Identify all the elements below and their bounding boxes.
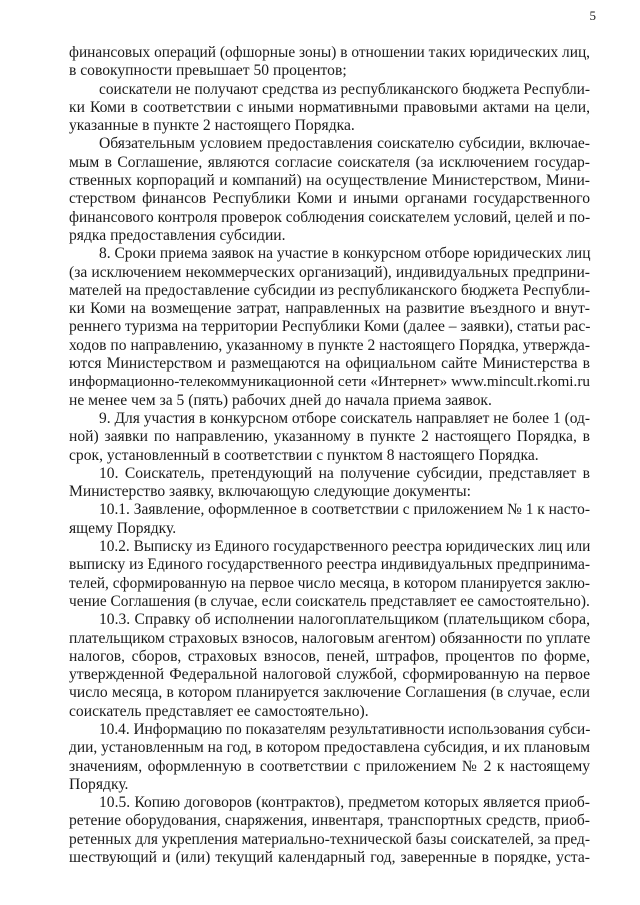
text-line: соискатель представляет ее самостоятельно). [69, 702, 369, 720]
text-line: не менее чем за 5 (пять) рабочих дней до начала приема заявок. [69, 391, 492, 409]
text-line: срок, установленный в соответствии с пунктом 8 настоящего Порядка. [69, 446, 539, 464]
text-line: информационно-телекоммуникационной сети «Интернет» www.mincult.rkomi.ru [69, 373, 590, 391]
paragraph [69, 410, 590, 465]
text-line: указанные в пункте 2 настоящего Порядка. [69, 117, 355, 135]
text-line: ящему Порядку. [69, 519, 177, 537]
text-line: налогов, сборов, страховых взносов, пеней, штрафов, процентов по форме, [69, 647, 590, 665]
text-line: выписку из Единого государственного реестра индивидуальных предпринима- [69, 556, 590, 574]
text-line: (за исключением некоммерческих организаций), индивидуальных предприни- [69, 263, 590, 281]
text-line: финансовых операций (офшорные зоны) в отношении таких юридических лиц, [69, 44, 590, 61]
text-line: Порядку. [69, 775, 129, 793]
page-number: 5 [589, 8, 596, 23]
paragraph [69, 794, 590, 867]
text-line: стерством финансов Республики Коми и иными органами государственного [69, 190, 590, 208]
text-line: Обязательным условием предоставления соискателю субсидии, включае- [99, 135, 590, 153]
text-line: мым в Соглашение, являются согласие соискателя (за исключением государ- [69, 153, 590, 171]
text-line: 10.1. Заявление, оформленное в соответствии с приложением № 1 к насто- [99, 501, 590, 519]
paragraph [69, 721, 590, 794]
text-line: утвержденной Федеральной налоговой службой, сформированную на первое [69, 666, 590, 684]
text-line: 10.4. Информацию по показателям результативности использования субси- [99, 720, 591, 738]
text-line: ственных корпораций и компаний) на осуществление Министерством, Мини- [69, 172, 590, 190]
text-line: 10.5. Копию договоров (контрактов), предметом которых является приоб- [99, 794, 590, 812]
text-line: ретение оборудования, снаряжения, инвентаря, транспортных средств, приоб- [69, 812, 590, 830]
paragraph [69, 611, 590, 721]
text-line: ходов по направлению, указанному в пункте 2 настоящего Порядка, утвержда- [69, 336, 590, 354]
text-line: мателей на предоставление субсидии из республиканского бюджета Республи- [69, 281, 590, 299]
text-line: плательщиком страховых взносов, налоговым агентом) обязанности по уплате [69, 629, 591, 647]
text-line: соискатели не получают средства из республиканского бюджета Республи- [99, 80, 590, 98]
paragraph [69, 501, 590, 538]
paragraph [69, 135, 590, 245]
text-line: 10.3. Справку об исполнении налогоплательщиком (плательщиком сбора, [99, 611, 590, 629]
text-line: ки Коми в соответствии с иными нормативными правовыми актами на цели, [69, 98, 590, 116]
paragraph [69, 81, 590, 136]
text-line: телей, сформированную на первое число месяца, в котором планируется заклю- [69, 574, 590, 592]
paragraph [69, 465, 590, 502]
text-line: 9. Для участия в конкурсном отборе соискатель направляет не более 1 (од- [99, 409, 591, 427]
text-line: шествующий и (или) текущий календарный год, заверенные в порядке, уста- [69, 849, 590, 867]
text-line: реннего туризма на территории Республики Коми (далее – заявки), статьи рас- [69, 318, 591, 336]
text-line: число месяца, в котором планируется заключение Соглашения (в случае, если [69, 684, 590, 702]
text-line: Министерство заявку, включающую следующие документы: [69, 483, 471, 501]
text-line: в совокупности превышает 50 процентов; [69, 62, 347, 80]
paragraph [69, 44, 590, 81]
text-line: чение Соглашения (в случае, если соискатель представляет ее самостоятельно). [69, 592, 590, 610]
text-line: ются Министерством и размещаются на официальном сайте Министерства в [69, 355, 590, 373]
text-line: ной) заявки по направлению, указанному в пункте 2 настоящего Порядка, в [69, 428, 590, 446]
text-line: 10.2. Выписку из Единого государственного реестра юридических лиц или [99, 538, 591, 556]
text-line: финансового контроля проверок соблюдения соискателем условий, целей и по- [69, 208, 591, 226]
document-body [69, 44, 590, 867]
text-line: значениям, оформленную в соответствии с приложением № 2 к настоящему [69, 757, 590, 775]
text-line: ретенных для укрепления материально-технической базы соискателей, за пред- [69, 830, 590, 848]
text-line: ки Коми на возмещение затрат, направленных на развитие въездного и внут- [69, 300, 590, 318]
text-line: дии, установленным на год, в котором предоставлена субсидия, и их плановым [69, 739, 590, 757]
paragraph [69, 245, 590, 410]
text-line: рядка предоставления субсидии. [69, 226, 286, 244]
paragraph [69, 538, 590, 611]
text-line: 10. Соискатель, претендующий на получение субсидии, представляет в [99, 464, 590, 482]
text-line: 8. Сроки приема заявок на участие в конкурсном отборе юридических лиц [99, 245, 591, 263]
